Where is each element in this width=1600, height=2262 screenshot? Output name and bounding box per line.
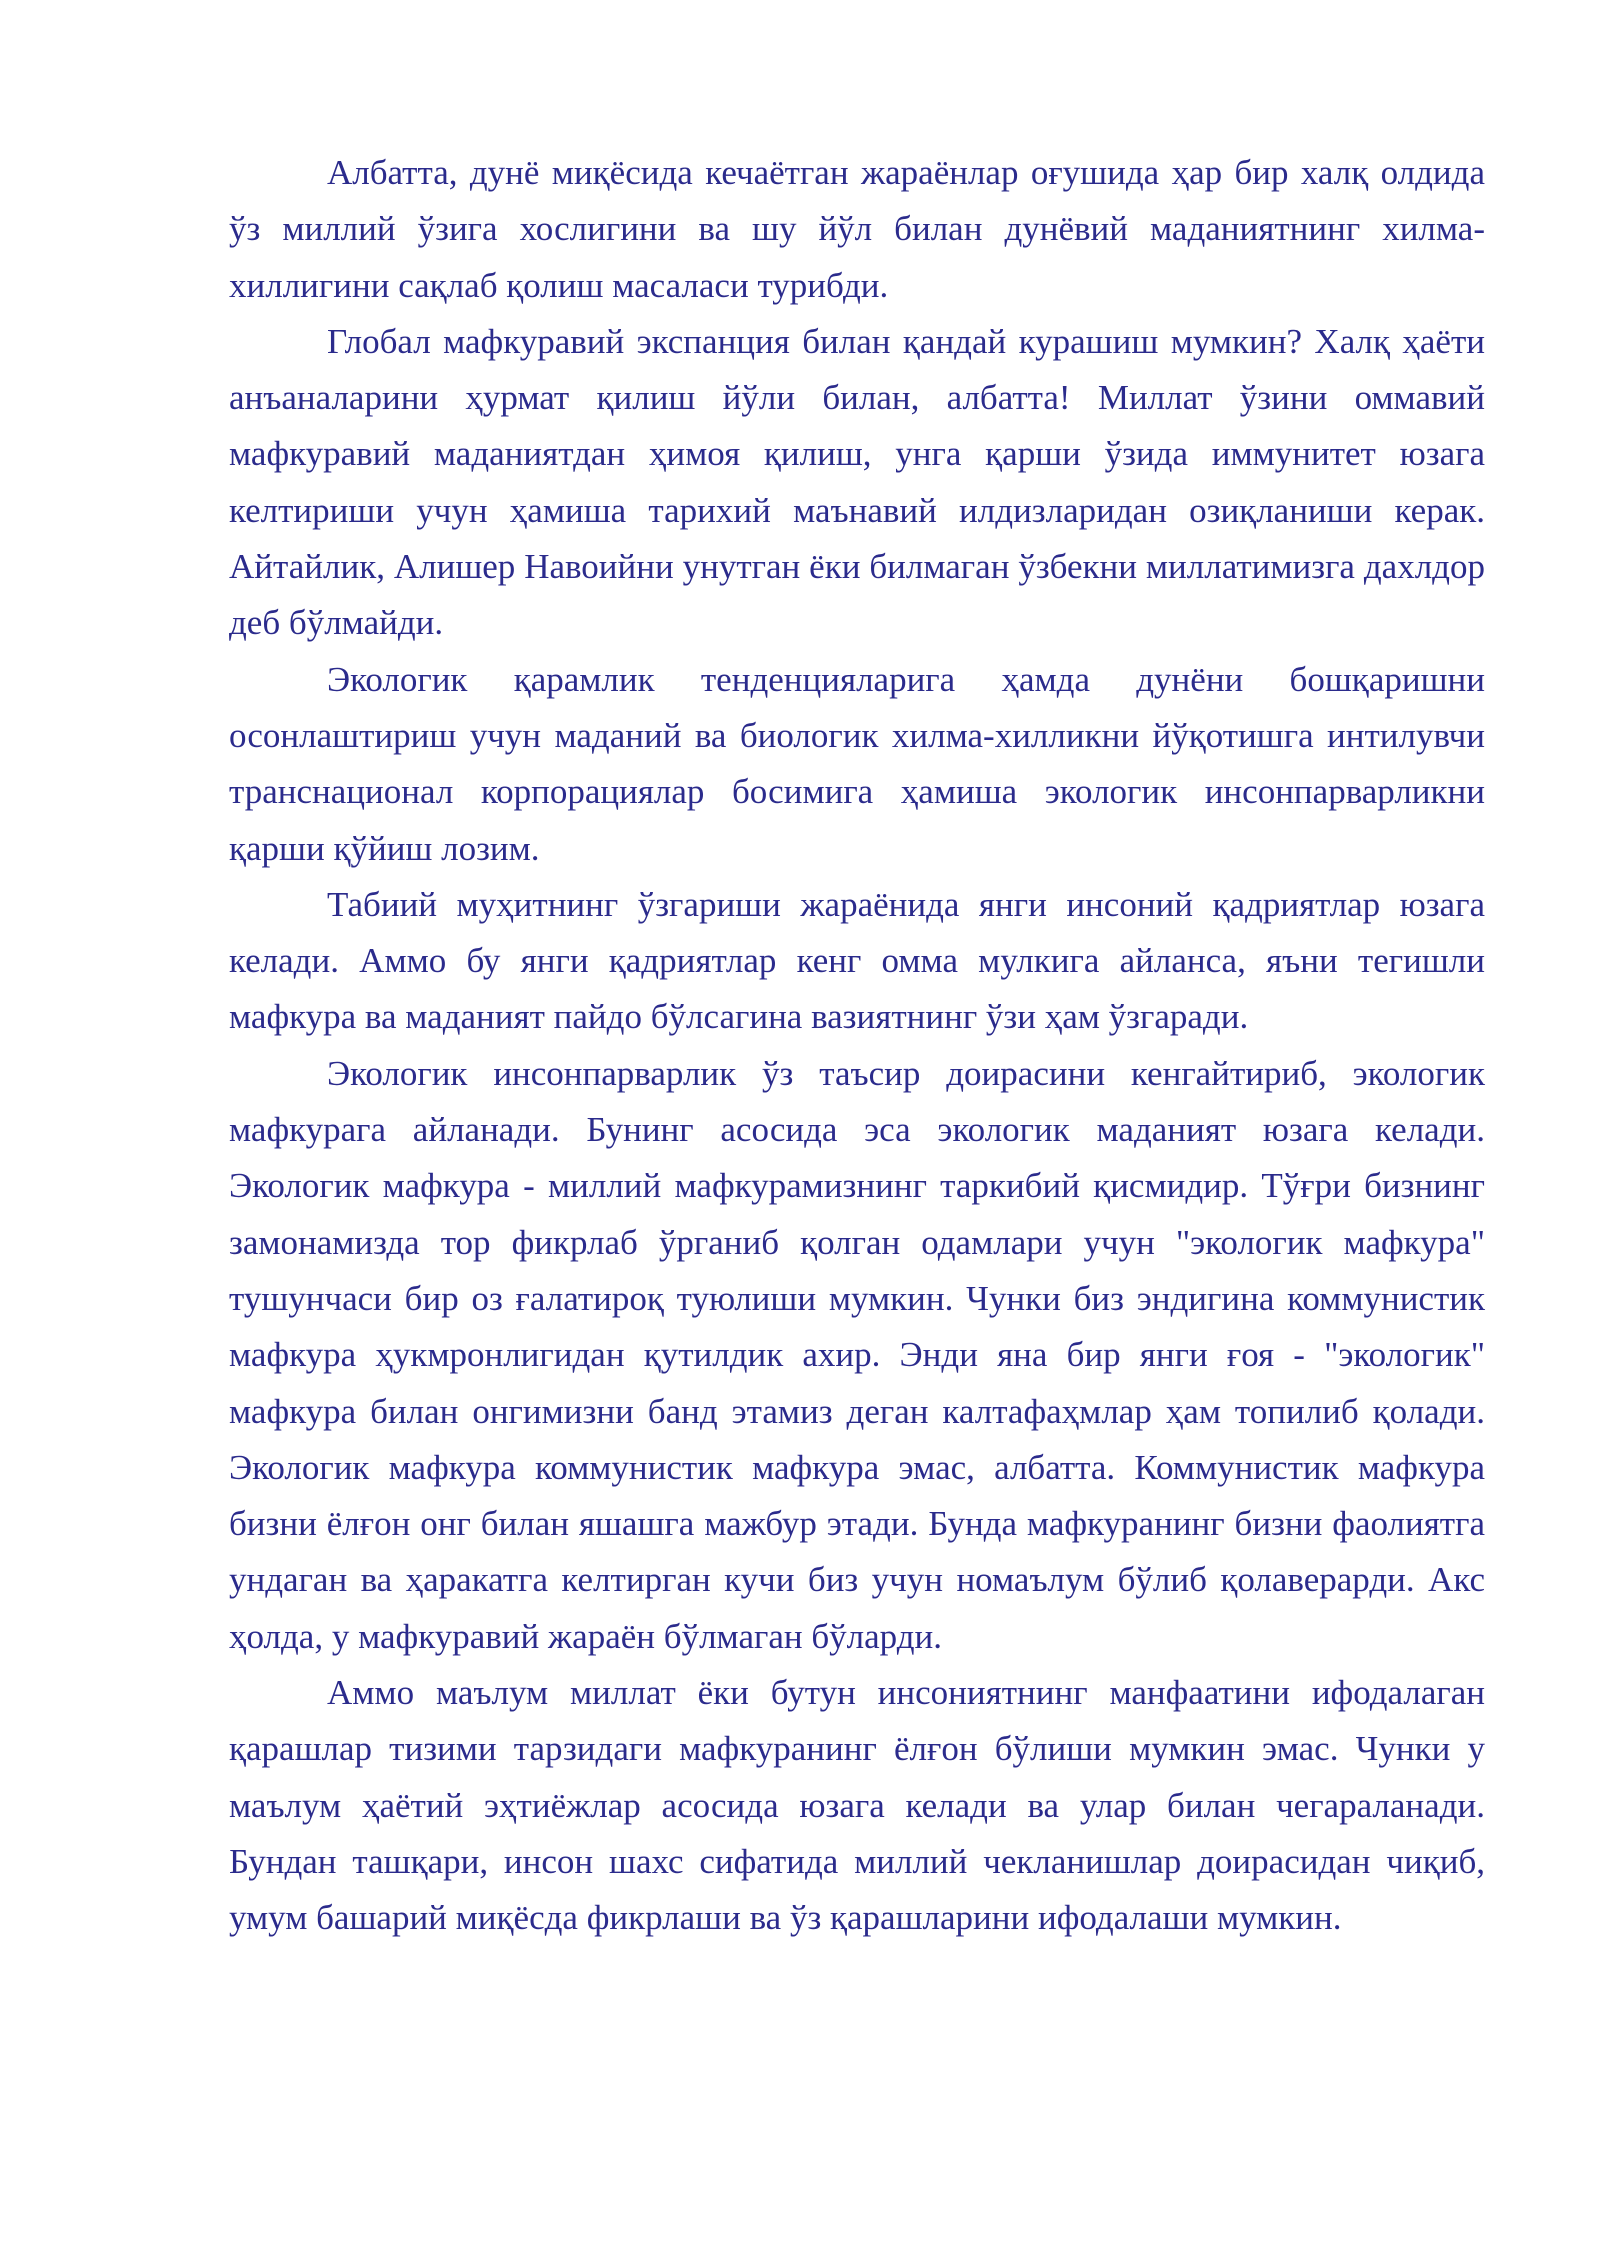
paragraph-5: Экологик инсонпарварлик ўз таъсир доирасини кенгайтириб, экологик мафкурага айланади. Бунинг асосида эса экологик маданият юзага келади. Экологик мафкура - миллий мафкурамизнинг таркибий қисмидир. Тўғри бизнинг замонамизда тор фикрлаб ўрганиб қолган одамлари учун "экологик мафкура" тушунчаси бир оз ғалатироқ туюлиши мумкин. Чунки биз эндигина коммунистик мафкура ҳукмронлигидан қутилдик ахир. Энди яна бир янги ғоя - "экологик" мафкура билан онгимизни банд этамиз деган калтафаҳмлар ҳам топилиб қолади. Экологик мафкура коммунистик мафкура эмас, албатта. Коммунистик мафкура бизни ёлғон онг билан яшашга мажбур этади. Бунда мафкуранинг бизни фаолиятга ундаган ва ҳаракатга келтирган кучи биз учун номаълум бўлиб қолаверарди. Акс ҳолда, у мафкуравий жараён бўлмаган бўларди. [229,1053,1485,1656]
paragraph-3: Экологик қарамлик тенденцияларига ҳамда дунёни бошқаришни осонлаштириш учун маданий ва биологик хилма-хилликни йўқотишга интилувчи транснационал корпорациялар босимига ҳамиша экологик инсонпарварликни қарши қўйиш лозим. [229,659,1485,868]
paragraph-4: Табиий муҳитнинг ўзгариши жараёнида янги инсоний қадриятлар юзага келади. Аммо бу янги қадриятлар кенг омма мулкига айланса, яъни тегишли мафкура ва маданият пайдо бўлсагина вазиятнинг ўзи ҳам ўзгаради. [229,884,1485,1037]
paragraph-6: Аммо маълум миллат ёки бутун инсониятнинг манфаатини ифодалаган қарашлар тизими тарзидаги мафкуранинг ёлғон бўлиши мумкин эмас. Чунки у маълум ҳаётий эҳтиёжлар асосида юзага келади ва улар билан чегараланади. Бундан ташқари, инсон шахс сифатида миллий чекланишлар доирасидан чиқиб, умум башарий миқёсда фикрлаши ва ўз қарашларини ифодалаши мумкин. [229,1673,1485,1938]
paragraph-2: Глобал мафкуравий экспанция билан қандай курашиш мумкин? Халқ ҳаёти анъаналарини ҳурмат қилиш йўли билан, албатта! Миллат ўзини оммавий мафкуравий маданиятдан ҳимоя қилиш, унга қарши ўзида иммунитет юзага келтириши учун ҳамиша тарихий маънавий илдизларидан озиқланиши керак. Айтайлик, Алишер Навоийни унутган ёки билмаган ўзбекни миллатимизга дахлдор деб бўлмайди. [229,321,1485,643]
document-page [229,145,1485,1947]
paragraph-1: Албатта, дунё миқёсида кечаётган жараёнлар оғушида ҳар бир халқ олдида ўз миллий ўзига хослигини ва шу йўл билан дунёвий маданиятнинг хилма-хиллигини сақлаб қолиш масаласи турибди. [229,153,1485,305]
